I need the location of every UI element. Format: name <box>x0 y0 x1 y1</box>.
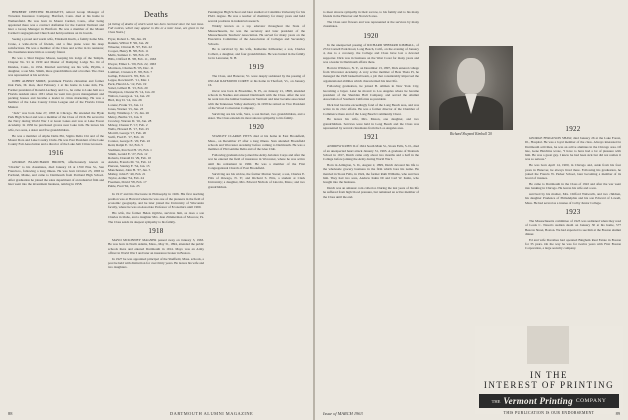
obituary-paragraph: "Jack" was born June 27, 1893 in Chicago. He attended the Hyde Park High School and was a member of the Class of 1916. He served in the Navy during World War I at Great Lakes and was at Lake Forest Academy. In 1936 he purchased groves near Lake Jem. He leaves his wife, two sons, a sister and five grandchildren. <box>8 110 104 132</box>
obituary-paragraph: He leaves his wife, Mrs. Mason, one daughter, and two grandchildren. Services were held in Long Beach and the Class was represented by several classmates from the Los Angeles area. <box>323 117 419 131</box>
death-list-entry: Thompson, Chester B. '14, Jan. 20 <box>108 90 155 95</box>
ad-banner-company: COMPANY <box>575 398 607 404</box>
death-list-entry: Mckay, Chester F. '17, Feb. 2 <box>108 122 148 127</box>
obituary-paragraph: STANLEY CLARKE PITTS died at his home in East Brookfield, Mass., on December 27 after a long illness. Stan attended Brookfield schools and Worcester Academy before coming to Dartmouth. He was a member of Phi Gamma Delta and of the Glee Club. <box>208 134 305 152</box>
death-list-entry: Connor, George E. '20, Feb. 22 <box>108 139 151 144</box>
death-list-entry: Reid, Ralph E. '22, Feb. 5 <box>108 143 143 148</box>
death-list-entry: Manchester, John H. '37, Jan. 5 <box>108 168 151 172</box>
obituary-paragraph: In 1927 he was appointed principal of the Sheffield, Mass. schools, a post he held with distinction for over thirty years. He leaves his wife and two daughters. <box>108 256 204 270</box>
obituary-paragraph: to meet sincere sympathy in their sorrow, to his family and to his many friends in the Hanover and Norwich area. <box>323 10 419 19</box>
death-list-entry: Lorenz, Frank '15, Jan. 11 <box>108 102 144 107</box>
obituary-paragraph: JOHN ALBERT MORE, prominent Florida citrusman and former Oak Park, Ill. man, died February 1 at his home in Lake Jem, Fla. Former president of Ronald-Lachney and Co., he came to Lake Jem as a Florida resident since 1931 when he went into grove management and packing houses and became a leader in citrus marketing. He was a member of the Lake County Citrus League and of the Florida Citrus Mutual. <box>8 78 104 109</box>
death-list-entry: Swift, Fred E. '17, Feb. 16 <box>108 135 144 140</box>
obituary-paragraph: Pennington High School and later studied at Columbia University for his Ph.D. degree. He was a teacher of chemistry for many years and held several positions in industrial research. <box>208 10 305 23</box>
death-list-entry: Fryer, Robert L. '96, Jan. 29 <box>108 37 147 41</box>
ad-tagline: THIS PUBLICATION IS OUR ENDORSEMENT <box>503 411 595 415</box>
death-list-entry: Pierson, Stanley F. '34, Jan. 13 <box>108 163 150 168</box>
death-list-entry: Dwyer, Elmer L. '09, Feb. 22, 1963 <box>108 61 157 66</box>
page-number-left: 88 <box>8 411 13 416</box>
obituary-paragraph: He was born April 14, 1900, in Chicago and, aside from his four years in Hanover, he always lived there. Following his graduation, he joined the Francis W. Parker School, later becoming a member of its board of trustees. <box>525 163 621 181</box>
deaths-heading: Deaths <box>143 10 168 19</box>
left-column-1 <box>8 10 104 188</box>
ad-banner-name: Vermont Printing <box>503 396 573 406</box>
death-list-entry: Walton, George A. '14, Jan. 20 <box>108 94 150 99</box>
class-year-heading: 1921 <box>363 133 379 142</box>
obituary-paragraph: Surviving are his widow, the former Marion Sweet; a son, Charles E. Pitts of Oswego, N. Y.; and Richard S. Pitts, a student at Clark University; a daughter, Mrs. Edward Nichols of Lincoln, Mass.; and two grandchildren. <box>208 171 305 189</box>
death-list-entry: Wheeler, Clinton B. '97, Feb. 22 <box>108 45 152 50</box>
ad-company-banner <box>479 394 619 408</box>
ad-banner-the: THE <box>491 398 501 404</box>
obituary-paragraph: The Class, and Hanover, Vt. were deeply saddened by the passing of OSCAR RAYMOND COREY at his home in Thetford, Vt., on January 16. <box>208 74 305 87</box>
deaths-intro: [A listing of deaths of which word has been received since the last issue. Full notices, which may appear in this or a later issue, are given in the Class Notes.] <box>108 22 204 34</box>
obituary-paragraph: Born in Arlington, S. D., August 2, 1899, Dutch devoted his life to the wholesale grocery business in the firm which bore his name. He married in Sioux Falls, in 1924, the former Ruth Williams, who survives him. They had two sons, Andrew Kuhn III and Carl W. Kuhn, who bought into the business. <box>323 163 419 185</box>
death-list-entry: Bird, Roy D. '14, Jan. 26 <box>108 98 142 103</box>
obituary-paragraph: Following graduation, he joined B. Altman in New York City, becoming a buyer. Later he moved to Los Angeles where he became president of the Sheridan Hall Company, and served the Alumni Association of Southern California as president. <box>323 84 419 102</box>
class-year-heading: 1920 <box>363 31 379 40</box>
obituary-paragraph: Surviving are his wife, Vera, a son Robert, two grandchildren, and a sister. The Class extends its most sincere sympathy to his family. <box>208 111 305 120</box>
death-list-entry: Stedman, Percival H. '25, Feb. 1 <box>108 147 152 152</box>
death-list-entry: Gallup, Edward S. '09, Feb. 11 <box>108 73 150 78</box>
obituary-paragraph: He was a 32nd Degree Mason, keeping his lodge of the Temple, Chapter No. 91 in 1930 and Master of Damping Lodge No. 64 of Dundee, Conn., in 1934. Married surviving are his wife, Phyllis, a daughter, a son Mrs. Smith, three grandchildren and a brother. The class was represented at his services. <box>8 55 104 78</box>
death-list-entry: Auletta, Francis M. '31, Feb. 12 <box>108 159 152 164</box>
death-list-entry: Hills, Clifford B. '08, Feb. 11, 1963 <box>108 57 157 62</box>
vermont-printing-ad <box>475 326 623 414</box>
obituary-paragraph: Widely known as a top educator throughout the State of Massachusetts, he was the secretary and later president of the Massachusetts Teachers' Association. He served for many years on the Executive Committee of the Association of Colleges and Secondary Schools. <box>208 24 305 46</box>
obituary-paragraph: Ed and wife Dorothea had operated Bingham Real Estate in Boston for 35 years. On the way he was for twelve years with First Boston Corporation, a large security company. <box>525 237 621 251</box>
left-column-3 <box>208 10 305 190</box>
right-column-1 <box>323 10 419 200</box>
obituary-paragraph: Oscar was born in Brookline, N. H., on January 21, 1898, attended schools in Nashua and entered Dartmouth with the Class. After the war he went into the lumber business in Vermont and later became associated with the Tennessee Valley Authority. In 1958 he retired as Vice President of the Wood Conversion Company. <box>208 88 305 110</box>
obituary-paragraph: In 1917 and his Doctorate in Philosophy in 1926. His first teaching position was at Harvard where he was one of the pioneers in the field of economic geography, and he later joined the University of Wisconsin faculty, where he was an Associate Professor of Economics until 1960. <box>108 192 204 210</box>
death-list-entry: Peck, Harold A. '12, Feb. 19 <box>108 82 147 87</box>
portrait-block <box>425 10 517 136</box>
obituary-paragraph: HERBERT CHESTER BLODGETT, retired Group Manager of Travelers Insurance Company, Hartford, Conn. died at his home in Wethersfield. He was born in Mount Carmel, Conn., after being appointed there was a contract draftsman for the Central Vermont and later a Group Manager in Hartford. He was a member of the Mount Carmel Congregational Church and held positions on its boards. <box>8 10 104 36</box>
death-list-entry: Sobel, Gilbert B. '13, Feb. 20 <box>108 86 148 91</box>
right-column-3 <box>525 10 621 252</box>
class-year-heading: 1919 <box>248 63 265 72</box>
deaths-list <box>108 37 204 188</box>
obituary-paragraph: The Class sent flowers and was represented at the services by many classmates. <box>323 20 419 29</box>
death-list-entry: Lambert, Clarence E. '08, Feb. 7 <box>108 69 153 74</box>
left-page <box>0 0 313 420</box>
magazine-footer-title: DARTMOUTH ALUMNI MAGAZINE <box>170 411 254 416</box>
obituary-paragraph: Dick had become exceedingly fond of the Long Beach area, and was active in its civic affairs. He was a former director of the Chamber of Commerce there and of the Long Beach Community Chest. <box>323 103 419 116</box>
obituary-paragraph: ANDREW KUHN II of 1624 South Main St., Sioux Falls, S. D., died of an unexpected heart attack January 31, 1963. A graduate of Shattuck School in 1917, Dutch came only about two months and a half in the College before joining the Army during World War I. <box>323 144 419 162</box>
obituary-paragraph: Born in Wilsboro, N. Y., on December 13, 1897, Dick entered college from Worcester Academy. A very active member of Beta Theta Pi, he managed the 1920 basketball team, a job that considerably improved the organizational abilities which characterized his later life. <box>323 65 419 83</box>
death-list-entry: Wells, Howard B. '17, Feb. 25 <box>108 127 149 132</box>
printing-press-emblem <box>527 326 569 364</box>
obituary-paragraph: The Massachusetts committee of 1923 was saddened when they read of Louis C. Nason's sudden death on January 30 at his home, 577 Beacon Street, Boston. We had expected to see him at the Boston alumni dinner. <box>525 218 621 236</box>
obituary-paragraph: Seeing a proud and warm wife, Elizabeth Kurth, a family home Mrs. Crane, a wide-circle of friends, and a fine piano were his deep satisfactions. He was a member of the Class and active in its reunions; his classmates knew him as a steady friend. <box>8 37 104 55</box>
class-year-heading: 1923 <box>565 207 581 216</box>
class-year-heading: 1918 <box>148 227 164 236</box>
death-list-entry: Leppe, Rowland E. '11, Mar. 1 <box>108 77 150 82</box>
death-list-entry: Malley, John F. '40, Feb. 21 <box>108 172 146 177</box>
obituary-paragraph: Following graduation he joined the Army Aviation Corps and after the war he entered the field of insurance in Worcester, where he was active until his retirement in 1960. He was a member of the First Congregational Church of East Brookfield. <box>208 152 305 170</box>
obituary-paragraph: survived by his mother, Mrs. Clifford Walworth, and two children, his daughter Prudence of Philadelphia and his son Edward of Lowell, Mass. He had served as a trustee of Colby Junior College. <box>525 192 621 205</box>
class-year-heading: 1922 <box>565 125 581 133</box>
class-year-heading: 1920 <box>248 123 265 132</box>
portrait-caption: Richard Shepard Kimball '20 <box>450 132 492 136</box>
death-list-entry: Taylor, Arthur '54, Feb. 24 <box>108 176 144 181</box>
portrait-photo <box>429 46 513 130</box>
death-list-entry: Morrison, Charles B. '03, Dec. 11 <box>108 65 154 70</box>
page-number-right: 89 <box>615 411 620 416</box>
death-list-entry: Smith, Gerald E. '27, Feb. 12 <box>108 151 148 156</box>
left-column-2 <box>108 10 204 271</box>
death-list-entry: Pahle, Fred '62, Jan. 25 <box>108 184 140 189</box>
class-year-heading: 1916 <box>48 149 64 158</box>
obituary-paragraph: He is survived by his wife, Katherine Kilbourne; a son, Charles Colbert, a daughter, and four grandchildren. He was buried in the family lot in Lancaster, N. H. <box>208 47 305 60</box>
death-list-entry: Jones, Warner '15, Jan. 23 <box>108 106 144 111</box>
obituary-paragraph: GEORGE BLANCHARD BROWN, affectionately known as "Charlie" to his classmates, died January 16 at 1550 Pine St., San Francisco, following a long illness. He was born October 25, 1893 in Portland, Maine, and came to Dartmouth from Portland High School. After graduation he joined the sales department of an industrial firm and later went into the investment business, retiring in 1958. <box>8 160 104 186</box>
death-list-entry: Cooper, Henry B. '98, Feb. 11 <box>108 49 149 54</box>
ad-line-in-the: IN THE <box>529 370 569 380</box>
death-list-entry: Meloy, Bertha '15, Jan. 9 <box>108 114 142 119</box>
death-list-entry: Morrill, George '17, Feb. 20 <box>108 131 147 136</box>
obituary-paragraph: In the unexpected passing of RICHARD SHEPARD KIMBALL, of 2724 Cornell Park Road, Long Beach, Calif., on the evening of January 4, due to a coronary, the College and Class have lost a devoted supporter. Dick was in business on the West Coast for many years and was a leader in Dartmouth affairs there. <box>323 42 419 64</box>
issue-footer: Issue of MARCH 1963 <box>323 411 363 416</box>
death-list-entry: Freeman, David '58, Feb. 17 <box>108 180 147 185</box>
death-list-entry: Kelly, Winthrop J. '15, Jan. 26 <box>108 110 149 115</box>
death-list-entry: Mells, Sumner C. '98, Feb. 25 <box>108 53 149 58</box>
ad-line-interest-of-printing: INTEREST OF PRINTING <box>483 380 615 390</box>
death-list-entry: Roberts, Donald D. '29, Feb. 10 <box>108 155 152 160</box>
obituary-paragraph: He was a member of Alpha Delta Phi, Sigma Delta Chi and of the Mount Dora and Lake County Clubs. He was Past President of the Lake County Fair Association and a director of the Lake Jem Citrus Growers. <box>8 133 104 147</box>
obituary-paragraph: MAYO MCKINNEY MAGNER passed away on January 3, 1963. He was born in North Adams, Mass., May 31, 1894, attended the public schools there and entered Dartmouth in 1914. Mayo was an Army officer in World War I and later an insurance broker in Boston. <box>108 238 204 255</box>
death-list-entry: Rankin, Wilbur F. '96, Jan. 29 <box>108 41 149 46</box>
obituary-paragraph: Dutch was an amateur coin collector. During the last years of his life he suffered from high blood pressure, but remained an active member of the Class until the end. <box>323 186 419 199</box>
death-list-entry: Crowley, Warren D. '16, Jan. 28 <box>108 118 152 123</box>
obituary-paragraph: He came to Dartmouth in the Class of 1922 and after the war went into banking in Chicago. He leaves his wife and a son. <box>525 181 621 191</box>
obituary-paragraph: GEORGE FERGUSON SHAW, died January 26 at the Lake Forest, Ill., Hospital. He was a loyal member of the class. Always interested in Dartmouth activities, he was an active alumnus in the Chicago area. Of late, Gene Hutchins wrote, "I have to have had a lot of pleasure with him. He was a great guy. I knew he had been sick but did not realize it was so serious." <box>525 136 621 162</box>
obituary-paragraph: His wife, the former Helen Ogilvie, survives him, as does a son Charles in Idaho, and a daughter Mrs. Jean Zimmerman of Moscow, Pa. The Class sends its deepest sympathy to his family. <box>108 211 204 224</box>
right-page <box>315 0 628 420</box>
